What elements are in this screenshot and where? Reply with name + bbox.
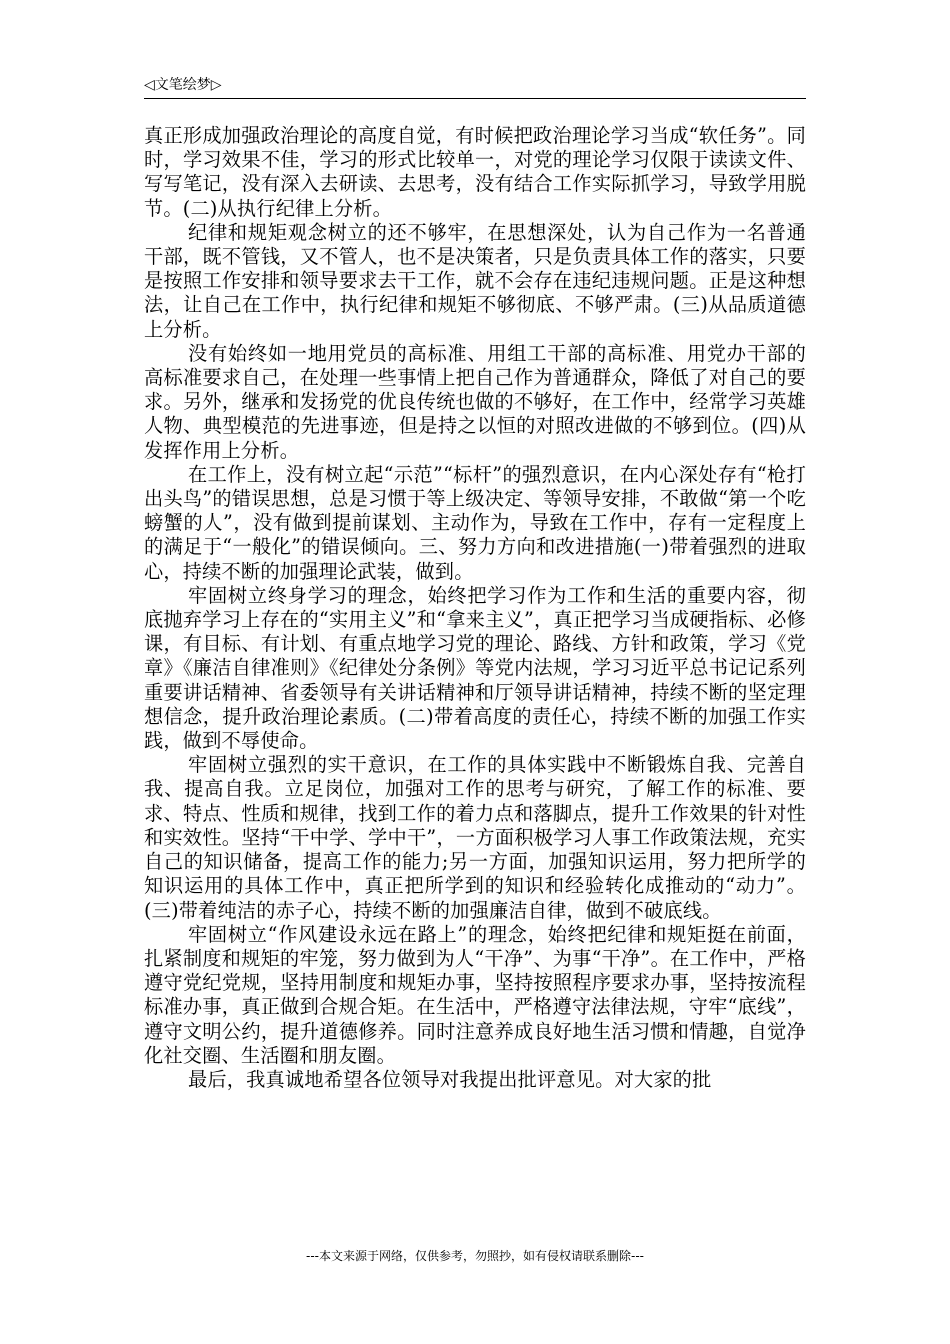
paragraph: 在工作上，没有树立起“示范”“标杆”的强烈意识，在内心深处存有“枪打出头鸟”的错误思想，总是习惯于等上级决定、等领导安排，不敢做“第一个吃螃蟹的人”，没有做到提前谋划、主动作为，导致在工作中，存有一定程度上的满足于“一般化”的错误倾向。三、努力方向和改进措施(一)带着强烈的进取心，持续不断的加强理论武装，做到。 <box>144 462 806 583</box>
page-header <box>144 76 806 99</box>
paragraph: 纪律和规矩观念树立的还不够牢，在思想深处，认为自己作为一名普通干部，既不管钱，又不管人，也不是决策者，只是负责具体工作的落实，只要是按照工作安排和领导要求去干工作，就不会存在违纪违规问题。正是这种想法，让自己在工作中，执行纪律和规矩不够彻底、不够严肃。(三)从品质道德上分析。 <box>144 220 806 341</box>
header-title: ◁文笔绘梦▷ <box>144 77 222 93</box>
paragraph: 没有始终如一地用党员的高标准、用组工干部的高标准、用党办干部的高标准要求自己，在处理一些事情上把自己作为普通群众，降低了对自己的要求。另外，继承和发扬党的优良传统也做的不够好，在工作中，经常学习英雄人物、典型模范的先进事迹，但是持之以恒的对照改进做的不够到位。(四)从发挥作用上分析。 <box>144 341 806 462</box>
paragraph: 真正形成加强政治理论的高度自觉，有时候把政治理论学习当成“软任务”。同时，学习效果不佳，学习的形式比较单一，对党的理论学习仅限于读读文件、写写笔记，没有深入去研读、去思考，没有结合工作实际抓学习，导致学用脱节。(二)从执行纪律上分析。 <box>144 124 806 220</box>
paragraph: 牢固树立“作风建设永远在路上”的理念，始终把纪律和规矩挺在前面，扎紧制度和规矩的牢笼，努力做到为人“干净”、为事“干净”。在工作中，严格遵守党纪党规，坚持用制度和规矩办事，坚持按照程序要求办事，坚持按流程标准办事，真正做到合规合矩。在生活中，严格遵守法律法规，守牢“底线”，遵守文明公约，提升道德修养。同时注意养成良好地生活习惯和情趣，自觉净化社交圈、生活圈和朋友圈。 <box>144 922 806 1067</box>
paragraph: 最后，我真诚地希望各位领导对我提出批评意见。对大家的批 <box>188 1067 712 1091</box>
document-body <box>144 124 806 1092</box>
paragraph: 牢固树立强烈的实干意识，在工作的具体实践中不断锻炼自我、完善自我、提高自我。立足岗位，加强对工作的思考与研究，了解工作的标准、要求、特点、性质和规律，找到工作的着力点和落脚点，提升工作效果的针对性和实效性。坚持“干中学、学中干”，一方面积极学习人事工作政策法规，充实自己的知识储备，提高工作的能力;另一方面，加强知识运用，努力把所学的知识运用的具体工作中，真正把所学到的知识和经验转化成推动的“动力”。(三)带着纯洁的赤子心，持续不断的加强廉洁自律，做到不破底线。 <box>144 753 806 922</box>
page-footer: ---本文来源于网络，仅供参考，勿照抄，如有侵权请联系删除--- <box>306 1249 644 1263</box>
paragraph: 牢固树立终身学习的理念，始终把学习作为工作和生活的重要内容，彻底抛弃学习上存在的“实用主义”和“拿来主义”，真正把学习当成硬指标、必修课，有目标、有计划、有重点地学习党的理论、路线、方针和政策，学习《党章》《廉洁自律准则》《纪律处分条例》等党内法规，学习习近平总书记记系列重要讲话精神、省委领导有关讲话精神和厅领导讲话精神，持续不断的坚定理想信念，提升政治理论素质。(二)带着高度的责任心，持续不断的加强工作实践，做到不辱使命。 <box>144 583 806 753</box>
